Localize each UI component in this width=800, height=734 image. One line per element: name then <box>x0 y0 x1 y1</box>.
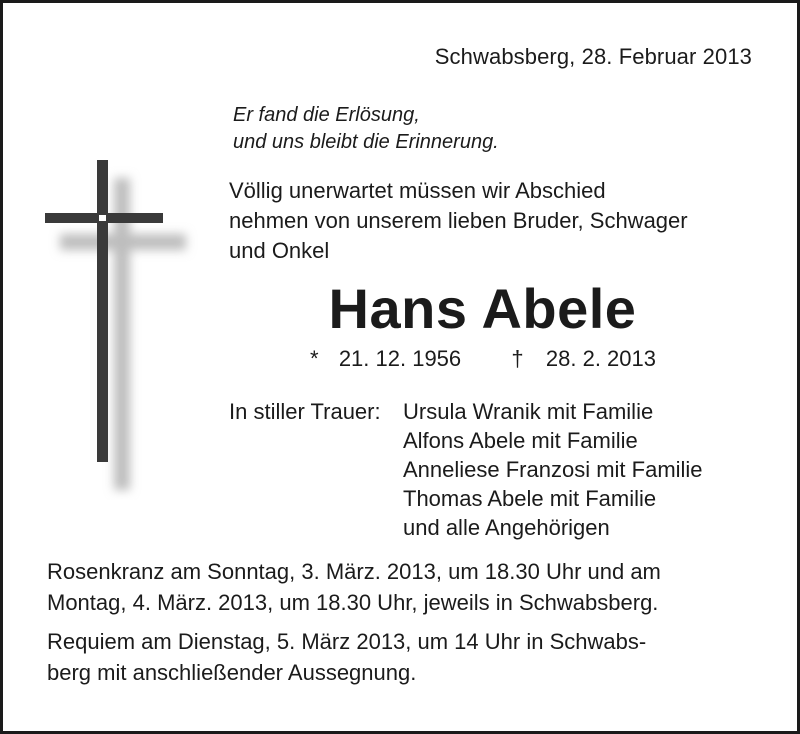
intro-line-1: Völlig unerwartet müssen wir Abschied <box>229 178 606 203</box>
requiem-line-1: Requiem am Dienstag, 5. März 2013, um 14 Uhr in Schwabs- <box>47 629 647 654</box>
mourner-5: und alle Angehörigen <box>403 515 610 540</box>
quote <box>233 102 499 156</box>
mourner-2: Alfons Abele mit Familie <box>403 428 638 453</box>
mourners-lead: In stiller Trauer: <box>229 399 381 424</box>
intro-text <box>229 176 688 266</box>
mourner-3: Anneliese Franzosi mit Familie <box>403 457 703 482</box>
intro-line-2: nehmen von unserem lieben Bruder, Schwager <box>229 208 688 233</box>
birth-date: 21. 12. 1956 <box>338 346 462 371</box>
mourners-list <box>403 397 703 542</box>
requiem-notice <box>47 626 755 688</box>
requiem-line-2: berg mit anschließender Aussegnung. <box>47 660 417 685</box>
death-symbol: † <box>511 346 524 371</box>
quote-line-2: und uns bleibt die Erinnerung. <box>233 131 499 153</box>
birth-symbol: * <box>310 346 319 371</box>
life-dates <box>310 346 656 372</box>
rosary-notice <box>47 556 755 618</box>
death-date: 28. 2. 2013 <box>545 346 657 371</box>
mourner-1: Ursula Wranik mit Familie <box>403 399 654 424</box>
rosary-line-2: Montag, 4. März. 2013, um 18.30 Uhr, jeweils in Schwabsberg. <box>47 590 659 615</box>
quote-line-1: Er fand die Erlösung, <box>233 104 420 126</box>
deceased-name: Hans Abele <box>328 277 637 340</box>
mourner-4: Thomas Abele mit Familie <box>403 486 657 511</box>
rosary-line-1: Rosenkranz am Sonntag, 3. März. 2013, um 18.30 Uhr und am <box>47 559 661 584</box>
dateline: Schwabsberg, 28. Februar 2013 <box>434 44 752 69</box>
intro-line-3: und Onkel <box>229 238 330 263</box>
